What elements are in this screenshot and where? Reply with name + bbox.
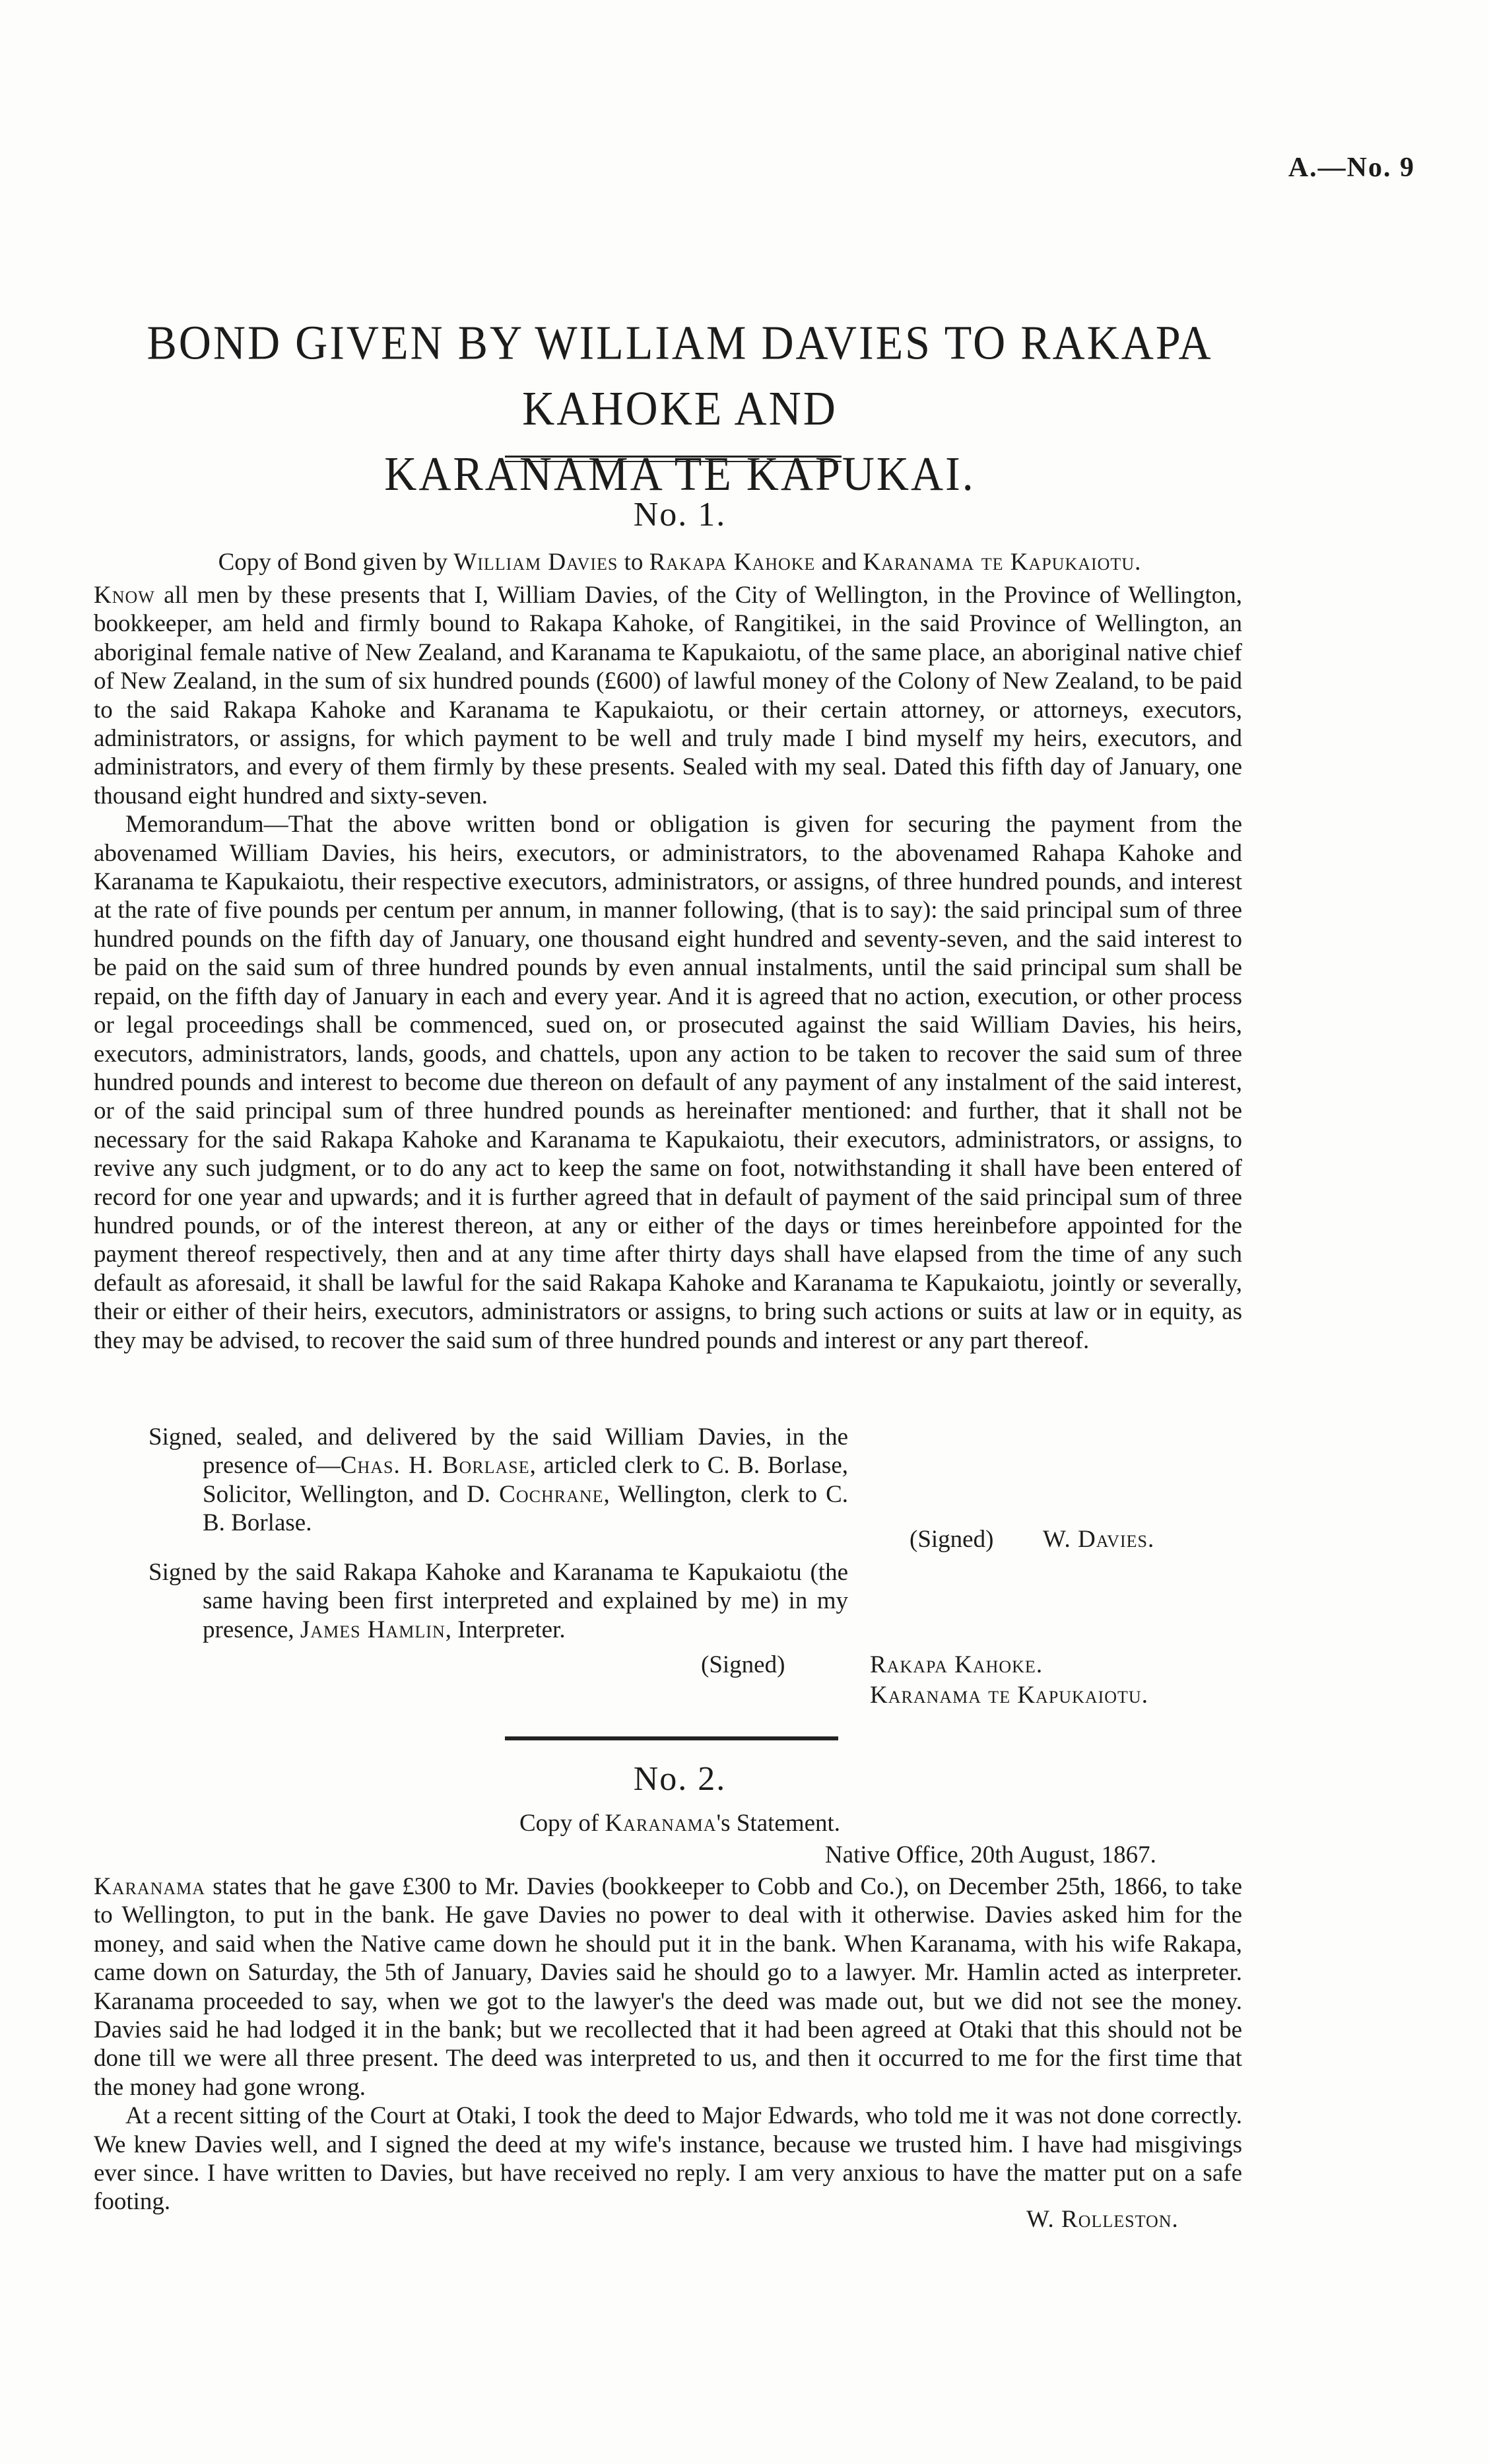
bond-text — [94, 581, 1242, 1355]
bond-lead-word: Know — [94, 582, 155, 609]
page-reference: A.—No. 9 — [1288, 153, 1415, 183]
attest1-a: Signed, sealed, and delivered by the said William Davies, in the presence of— — [149, 1423, 848, 1480]
bond-subtitle — [86, 548, 1274, 576]
signature-rakapa: Rakapa Kahoke. — [870, 1651, 1043, 1678]
statement-lead-word: Karanama — [94, 1873, 206, 1900]
statement-subtitle-b: Karanama — [605, 1810, 717, 1837]
bond-subtitle-f: Karanama te Kapukaiotu. — [863, 549, 1142, 576]
attest1-b: Chas. H. Borlase — [340, 1452, 530, 1480]
statement-paragraph-1 — [94, 1872, 1242, 2102]
memorandum-paragraph: Memorandum—That the above written bond or obligation is given for securing the payment from the abovenamed William Davies, his heirs, executors, or administrators, to the abovenamed Rahapa Kahoke and Karanama te Kapukaiotu, their respective executors, administrators, or assigns, of three hundred pounds, and interest at the rate of five pounds per centum per annum, in manner following, (that is to say): the said principal sum of three hundred pounds on the fifth day of January, one thousand eight hundred and seventy-seven, and the said interest to be paid on the said sum of three hundred pounds by even annual instalments, until the said principal sum shall be repaid, on the fifth day of January in each and every year. And it is agreed that no action, execution, or other process or legal proceedings shall be commenced, sued on, or prosecuted against the said William Davies, his heirs, executors, administrators, lands, goods, and chattels, upon any action to be taken to recover the said sum of three hundred pounds and interest to become due thereon on default of any payment of any instalment of the said interest, or of the said principal sum of three hundred pounds as hereinafter mentioned: and further, that it shall not be necessary for the said Rakapa Kahoke and Karanama te Kapukaiotu, their executors, administrators, or assigns, to revive any such judgment, or to do any act to keep the same on foot, notwithstanding it shall have been entered of record for one year and upwards; and it is further agreed that in default of payment of the said principal sum of three hundred pounds, or of the interest thereon, at any or either of the days or times hereinbefore appointed for the payment thereof respectively, then and at any time after thirty days shall have elapsed from the time of any such default as aforesaid, it shall be lawful for the said Rakapa Kahoke and Karanama te Kapukaiotu, jointly or severally, their or either of their heirs, executors, administrators or assigns, to bring such actions or suits at law or in equity, as they may be advised, to recover the said sum of three hundred pounds and interest or any part thereof. — [94, 811, 1242, 1354]
attest1-c: , articled clerk to C. B. Borlase, Solicitor, Wellington, and D. — [203, 1452, 848, 1508]
attest1-d: Cochrane — [499, 1480, 604, 1508]
attestation-davies — [149, 1423, 848, 1538]
attest2-b: James Hamlin — [300, 1616, 446, 1643]
statement-subtitle-c: 's Statement. — [716, 1810, 841, 1837]
bond-subtitle-d: Rakapa Kahoke — [649, 549, 816, 576]
bond-subtitle-c: to — [618, 549, 649, 576]
statement-subtitle-a: Copy of — [519, 1810, 605, 1837]
bond-paragraph-1-text: all men by these presents that I, William Davies, of the City of Wellington, in the Province of Wellington, bookkeeper, am held and firmly bound to Rakapa Kahoke, of Rangitikei, in the said Province of Wellington, an aboriginal female native of New Zealand, and Karanama te Kapukaiotu, of the same place, an aboriginal native chief of New Zealand, in the sum of six hundred pounds (£600) of lawful money of the Colony of New Zealand, to be paid to the said Rakapa Kahoke and Karanama te Kapukaiotu, or their certain attorney, or attorneys, executors, administrators, or assigns, for which payment to be well and truly made I bind myself my heirs, executors, and administrators, and every of them firmly by these presents. Sealed with my seal. Dated this fifth day of January, one thousand eight hundred and sixty-seven. — [94, 582, 1242, 809]
attest2-c: , Interpreter. — [445, 1616, 566, 1643]
bond-subtitle-a: Copy of Bond given by — [218, 549, 454, 576]
attest1-e: , Wellington, clerk to C. B. Borlase. — [203, 1480, 848, 1537]
section-heading-no2: No. 2. — [633, 1760, 727, 1798]
attest2-a: Signed by the said Rakapa Kahoke and Karanama te Kapukaiotu (the same having been first interpreted and explained by me) in my presence, — [149, 1559, 848, 1643]
statement-text — [94, 1872, 1242, 2216]
bond-subtitle-e: and — [815, 549, 863, 576]
statement-dateline: Native Office, 20th August, 1867. — [825, 1841, 1156, 1868]
signature-davies: W. Davies. — [1043, 1526, 1155, 1553]
document-title — [86, 310, 1274, 506]
title-line-1: BOND GIVEN BY WILLIAM DAVIES TO RAKAPA KAHOKE AND — [147, 315, 1213, 436]
section-divider — [505, 1736, 838, 1740]
bond-paragraph-1 — [94, 581, 1242, 810]
bond-subtitle-b: William Davies — [453, 549, 618, 576]
statement-subtitle — [86, 1809, 1274, 1837]
title-line-2: KARANAMA TE KAPUKAI. — [384, 446, 976, 501]
section-heading-no1: No. 1. — [633, 496, 727, 533]
signature-karanama: Karanama te Kapukaiotu. — [870, 1682, 1148, 1709]
attestation-hamlin — [149, 1558, 848, 1644]
statement-paragraph-2: At a recent sitting of the Court at Otaki, I took the deed to Major Edwards, who told me it was not done correctly. We knew Davies well, and I signed the deed at my wife's instance, because we trusted him. I have had misgivings ever since. I have written to Davies, but have received no reply. I am very anxious to have the matter put on a safe footing. — [94, 2102, 1242, 2216]
signature-rolleston: W. Rolleston. — [1026, 2206, 1179, 2233]
signed-label-1: (Signed) — [910, 1526, 994, 1553]
statement-paragraph-1-text: states that he gave £300 to Mr. Davies (bookkeeper to Cobb and Co.), on December 25th, 1866, to take to Wellington, to put in the bank. He gave Davies no power to deal with it otherwise. Davies asked him for the money, and said when the Native came down he should put it in the bank. When Karanama, with his wife Rakapa, came down on Saturday, the 5th of January, Davies said he should go to a lawyer. Mr. Hamlin acted as interpreter. Karanama proceeded to say, when we got to the lawyer's the deed was made out, but we did not see the money. Davies said he had lodged it in the bank; but we recollected that it had been agreed at Otaki that this should not be done till we were all three present. The deed was interpreted to us, and then it occurred to me for the first time that the money had gone wrong. — [94, 1873, 1242, 2101]
signed-label-2: (Signed) — [701, 1651, 785, 1678]
title-divider — [505, 456, 842, 462]
